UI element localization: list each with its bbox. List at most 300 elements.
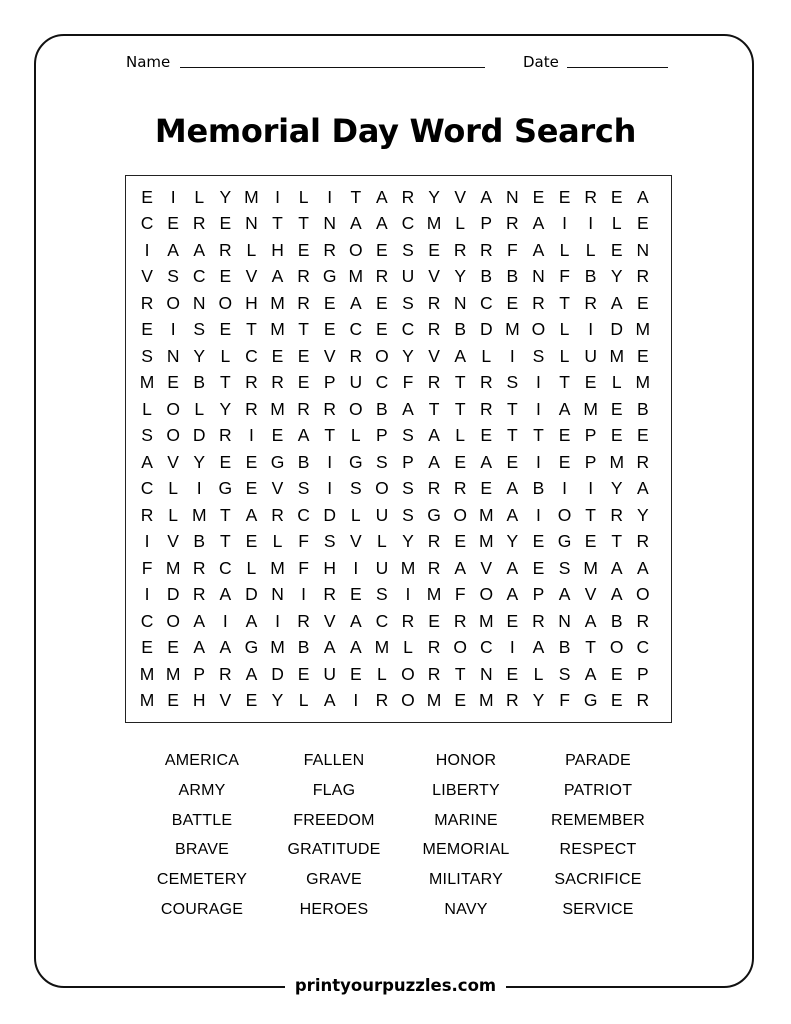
grid-cell[interactable]: E: [454, 531, 467, 552]
grid-cell[interactable]: A: [349, 610, 362, 631]
grid-cell[interactable]: C: [636, 637, 650, 658]
grid-cell[interactable]: Y: [428, 186, 440, 207]
grid-cell[interactable]: A: [636, 186, 649, 207]
grid-cell[interactable]: Y: [193, 345, 206, 366]
grid-cell[interactable]: T: [559, 292, 570, 313]
grid-cell[interactable]: A: [323, 637, 336, 658]
grid-cell[interactable]: O: [166, 292, 180, 313]
grid-cell[interactable]: A: [532, 239, 545, 260]
grid-cell[interactable]: T: [454, 372, 466, 393]
grid-cell[interactable]: B: [193, 531, 206, 552]
grid-cell[interactable]: R: [219, 239, 232, 260]
grid-cell[interactable]: A: [376, 186, 388, 207]
grid-cell[interactable]: P: [636, 663, 649, 684]
grid-cell[interactable]: A: [349, 292, 362, 313]
grid-cell[interactable]: S: [402, 478, 414, 499]
grid-cell[interactable]: O: [636, 584, 650, 605]
grid-cell[interactable]: A: [454, 557, 467, 578]
grid-cell[interactable]: R: [245, 372, 258, 393]
grid-cell[interactable]: C: [479, 292, 493, 313]
grid-cell[interactable]: S: [141, 425, 153, 446]
grid-cell[interactable]: L: [142, 398, 152, 419]
grid-cell[interactable]: O: [609, 637, 624, 658]
grid-cell[interactable]: N: [192, 292, 206, 313]
grid-cell[interactable]: B: [297, 637, 310, 658]
grid-cell[interactable]: R: [140, 504, 154, 525]
grid-cell[interactable]: I: [588, 213, 594, 234]
grid-cell[interactable]: C: [245, 345, 258, 366]
grid-cell[interactable]: R: [479, 239, 493, 260]
grid-cell[interactable]: M: [426, 213, 442, 234]
grid-cell[interactable]: G: [557, 531, 572, 552]
grid-cell[interactable]: D: [610, 319, 624, 340]
grid-cell[interactable]: I: [509, 345, 515, 366]
grid-cell[interactable]: F: [559, 266, 570, 287]
grid-cell[interactable]: E: [349, 663, 362, 684]
grid-cell[interactable]: V: [349, 531, 362, 552]
footer-site[interactable]: printyourpuzzles.com: [285, 976, 506, 995]
grid-cell[interactable]: E: [454, 451, 467, 472]
grid-cell[interactable]: E: [323, 319, 336, 340]
grid-cell[interactable]: B: [506, 266, 519, 287]
grid-cell[interactable]: A: [245, 610, 258, 631]
date-field[interactable]: [567, 67, 668, 68]
grid-cell[interactable]: R: [532, 610, 545, 631]
grid-cell[interactable]: I: [353, 557, 359, 578]
grid-cell[interactable]: S: [558, 557, 571, 578]
grid-cell[interactable]: I: [562, 213, 567, 234]
grid-cell[interactable]: M: [165, 663, 181, 684]
grid-cell[interactable]: A: [610, 584, 623, 605]
grid-cell[interactable]: M: [139, 663, 155, 684]
grid-cell[interactable]: T: [454, 663, 466, 684]
grid-cell[interactable]: M: [348, 266, 364, 287]
grid-cell[interactable]: T: [298, 319, 309, 340]
grid-cell[interactable]: L: [559, 319, 570, 340]
grid-cell[interactable]: E: [349, 584, 362, 605]
grid-cell[interactable]: Y: [610, 266, 623, 287]
grid-cell[interactable]: I: [144, 239, 150, 260]
grid-cell[interactable]: E: [532, 531, 545, 552]
grid-cell[interactable]: L: [559, 239, 570, 260]
grid-cell[interactable]: I: [562, 478, 567, 499]
grid-cell[interactable]: I: [196, 478, 202, 499]
grid-cell[interactable]: E: [636, 213, 649, 234]
grid-cell[interactable]: R: [453, 610, 467, 631]
grid-cell[interactable]: E: [480, 478, 493, 499]
grid-cell[interactable]: C: [140, 478, 154, 499]
grid-cell[interactable]: E: [610, 398, 623, 419]
grid-cell[interactable]: B: [376, 398, 388, 419]
grid-cell[interactable]: S: [402, 425, 414, 446]
grid-cell[interactable]: E: [636, 345, 649, 366]
grid-cell[interactable]: M: [609, 345, 625, 366]
grid-cell[interactable]: U: [584, 345, 597, 366]
grid-cell[interactable]: E: [167, 637, 179, 658]
grid-cell[interactable]: D: [271, 663, 284, 684]
grid-cell[interactable]: S: [376, 451, 388, 472]
grid-cell[interactable]: Y: [454, 266, 467, 287]
grid-cell[interactable]: O: [479, 584, 494, 605]
grid-cell[interactable]: N: [506, 186, 519, 207]
grid-cell[interactable]: D: [192, 425, 206, 446]
grid-cell[interactable]: R: [636, 610, 650, 631]
grid-cell[interactable]: Y: [271, 690, 284, 711]
grid-cell[interactable]: Y: [193, 451, 206, 472]
grid-cell[interactable]: B: [454, 319, 467, 340]
grid-cell[interactable]: P: [193, 663, 206, 684]
grid-cell[interactable]: A: [480, 186, 493, 207]
grid-cell[interactable]: T: [324, 425, 336, 446]
grid-cell[interactable]: O: [453, 504, 467, 525]
grid-cell[interactable]: P: [480, 213, 493, 234]
grid-cell[interactable]: M: [400, 557, 416, 578]
grid-cell[interactable]: D: [479, 319, 493, 340]
grid-cell[interactable]: L: [168, 478, 178, 499]
grid-cell[interactable]: S: [402, 504, 414, 525]
grid-cell[interactable]: A: [636, 557, 649, 578]
grid-cell[interactable]: C: [349, 319, 363, 340]
grid-cell[interactable]: F: [507, 239, 518, 260]
grid-cell[interactable]: R: [427, 478, 441, 499]
grid-cell[interactable]: E: [610, 425, 623, 446]
grid-cell[interactable]: R: [427, 637, 441, 658]
grid-cell[interactable]: C: [192, 266, 206, 287]
grid-cell[interactable]: Y: [402, 531, 414, 552]
grid-cell[interactable]: A: [532, 213, 545, 234]
grid-cell[interactable]: E: [610, 690, 623, 711]
grid-cell[interactable]: R: [297, 266, 310, 287]
grid-cell[interactable]: M: [505, 319, 520, 340]
grid-cell[interactable]: R: [479, 372, 493, 393]
grid-cell[interactable]: R: [323, 584, 337, 605]
grid-cell[interactable]: E: [245, 451, 258, 472]
grid-cell[interactable]: Y: [219, 186, 232, 207]
grid-cell[interactable]: H: [323, 557, 337, 578]
grid-cell[interactable]: O: [557, 504, 572, 525]
grid-cell[interactable]: P: [532, 584, 545, 605]
grid-cell[interactable]: E: [141, 637, 153, 658]
grid-cell[interactable]: R: [192, 213, 206, 234]
grid-cell[interactable]: I: [170, 186, 176, 207]
grid-cell[interactable]: V: [584, 584, 597, 605]
grid-cell[interactable]: M: [426, 584, 442, 605]
grid-cell[interactable]: C: [140, 610, 154, 631]
grid-cell[interactable]: L: [246, 557, 257, 578]
grid-cell[interactable]: N: [479, 663, 493, 684]
grid-cell[interactable]: G: [270, 451, 285, 472]
grid-cell[interactable]: I: [536, 398, 541, 419]
grid-cell[interactable]: A: [558, 398, 571, 419]
grid-cell[interactable]: T: [533, 425, 544, 446]
grid-cell[interactable]: I: [170, 319, 176, 340]
grid-cell[interactable]: L: [246, 239, 257, 260]
grid-cell[interactable]: H: [192, 690, 206, 711]
grid-cell[interactable]: F: [298, 531, 309, 552]
grid-cell[interactable]: C: [219, 557, 232, 578]
grid-cell[interactable]: I: [144, 584, 150, 605]
grid-cell[interactable]: P: [584, 425, 597, 446]
grid-cell[interactable]: F: [402, 372, 414, 393]
grid-cell[interactable]: R: [610, 504, 624, 525]
grid-cell[interactable]: E: [245, 478, 258, 499]
grid-cell[interactable]: S: [193, 319, 206, 340]
grid-cell[interactable]: Y: [506, 531, 519, 552]
grid-cell[interactable]: G: [244, 637, 259, 658]
grid-cell[interactable]: E: [376, 239, 388, 260]
grid-cell[interactable]: A: [297, 425, 310, 446]
grid-cell[interactable]: E: [610, 239, 623, 260]
grid-cell[interactable]: S: [376, 584, 388, 605]
grid-cell[interactable]: S: [297, 478, 310, 499]
grid-cell[interactable]: R: [636, 531, 650, 552]
grid-cell[interactable]: R: [584, 292, 597, 313]
grid-cell[interactable]: Y: [610, 478, 623, 499]
grid-cell[interactable]: M: [478, 504, 494, 525]
grid-cell[interactable]: T: [428, 398, 440, 419]
grid-cell[interactable]: A: [428, 425, 440, 446]
grid-cell[interactable]: C: [479, 637, 493, 658]
grid-cell[interactable]: M: [139, 372, 155, 393]
grid-cell[interactable]: N: [532, 266, 545, 287]
grid-cell[interactable]: E: [297, 239, 310, 260]
grid-cell[interactable]: T: [272, 213, 283, 234]
grid-cell[interactable]: O: [166, 610, 180, 631]
grid-cell[interactable]: M: [635, 319, 651, 340]
grid-cell[interactable]: B: [610, 610, 623, 631]
grid-cell[interactable]: N: [166, 345, 180, 366]
grid-cell[interactable]: R: [479, 398, 493, 419]
grid-cell[interactable]: O: [453, 637, 467, 658]
grid-cell[interactable]: C: [297, 504, 310, 525]
grid-cell[interactable]: T: [611, 531, 623, 552]
grid-cell[interactable]: S: [323, 531, 336, 552]
grid-cell[interactable]: F: [559, 690, 570, 711]
grid-cell[interactable]: L: [350, 504, 361, 525]
grid-cell[interactable]: S: [506, 372, 519, 393]
grid-cell[interactable]: I: [509, 637, 515, 658]
grid-cell[interactable]: A: [193, 637, 206, 658]
grid-cell[interactable]: A: [193, 239, 206, 260]
grid-cell[interactable]: G: [322, 266, 337, 287]
grid-cell[interactable]: M: [244, 186, 259, 207]
grid-cell[interactable]: O: [375, 478, 389, 499]
grid-cell[interactable]: A: [532, 637, 545, 658]
grid-cell[interactable]: T: [585, 504, 596, 525]
grid-cell[interactable]: T: [350, 186, 362, 207]
grid-cell[interactable]: A: [219, 637, 232, 658]
grid-cell[interactable]: L: [533, 663, 544, 684]
grid-cell[interactable]: R: [453, 239, 467, 260]
grid-cell[interactable]: A: [506, 584, 519, 605]
grid-cell[interactable]: F: [141, 557, 153, 578]
grid-cell[interactable]: T: [219, 372, 231, 393]
grid-cell[interactable]: E: [636, 292, 649, 313]
grid-cell[interactable]: N: [453, 292, 467, 313]
grid-cell[interactable]: E: [167, 690, 179, 711]
grid-cell[interactable]: R: [427, 663, 441, 684]
grid-cell[interactable]: I: [536, 372, 541, 393]
grid-cell[interactable]: A: [428, 451, 440, 472]
grid-cell[interactable]: I: [301, 584, 307, 605]
grid-cell[interactable]: L: [298, 690, 309, 711]
grid-cell[interactable]: L: [455, 425, 466, 446]
grid-cell[interactable]: I: [222, 610, 228, 631]
grid-cell[interactable]: V: [219, 690, 232, 711]
grid-cell[interactable]: T: [246, 319, 257, 340]
grid-cell[interactable]: R: [427, 557, 441, 578]
grid-cell[interactable]: T: [507, 398, 518, 419]
grid-cell[interactable]: S: [349, 478, 362, 499]
grid-cell[interactable]: A: [480, 451, 493, 472]
grid-cell[interactable]: I: [405, 584, 411, 605]
grid-cell[interactable]: M: [374, 637, 390, 658]
grid-cell[interactable]: I: [536, 504, 541, 525]
grid-cell[interactable]: L: [455, 213, 466, 234]
grid-cell[interactable]: R: [375, 266, 389, 287]
grid-cell[interactable]: B: [532, 478, 545, 499]
grid-cell[interactable]: E: [480, 425, 493, 446]
grid-cell[interactable]: O: [348, 239, 363, 260]
grid-cell[interactable]: M: [139, 690, 155, 711]
grid-cell[interactable]: E: [219, 213, 232, 234]
grid-cell[interactable]: G: [348, 451, 363, 472]
grid-cell[interactable]: M: [478, 690, 494, 711]
grid-cell[interactable]: P: [402, 451, 414, 472]
grid-cell[interactable]: R: [506, 690, 519, 711]
grid-cell[interactable]: A: [271, 266, 284, 287]
grid-cell[interactable]: I: [248, 425, 254, 446]
grid-cell[interactable]: V: [167, 531, 179, 552]
grid-cell[interactable]: S: [141, 345, 153, 366]
grid-cell[interactable]: E: [271, 425, 284, 446]
grid-cell[interactable]: H: [245, 292, 258, 313]
grid-cell[interactable]: I: [588, 478, 594, 499]
grid-cell[interactable]: R: [427, 319, 441, 340]
grid-cell[interactable]: A: [376, 213, 388, 234]
grid-cell[interactable]: T: [219, 504, 231, 525]
grid-cell[interactable]: A: [506, 478, 519, 499]
grid-cell[interactable]: E: [506, 610, 519, 631]
grid-cell[interactable]: V: [323, 610, 336, 631]
grid-cell[interactable]: A: [245, 504, 258, 525]
grid-cell[interactable]: M: [270, 637, 285, 658]
grid-cell[interactable]: N: [636, 239, 650, 260]
grid-cell[interactable]: D: [166, 584, 180, 605]
grid-cell[interactable]: E: [610, 663, 623, 684]
grid-cell[interactable]: R: [636, 690, 650, 711]
grid-cell[interactable]: E: [584, 531, 597, 552]
grid-cell[interactable]: U: [349, 372, 363, 393]
grid-cell[interactable]: O: [531, 319, 546, 340]
grid-cell[interactable]: U: [323, 663, 337, 684]
grid-cell[interactable]: R: [532, 292, 545, 313]
grid-cell[interactable]: L: [194, 398, 205, 419]
grid-cell[interactable]: I: [327, 186, 333, 207]
grid-cell[interactable]: E: [532, 186, 545, 207]
grid-cell[interactable]: B: [558, 637, 571, 658]
grid-cell[interactable]: C: [140, 213, 154, 234]
grid-cell[interactable]: M: [191, 504, 207, 525]
grid-cell[interactable]: E: [584, 372, 597, 393]
grid-cell[interactable]: F: [454, 584, 466, 605]
grid-cell[interactable]: L: [403, 637, 413, 658]
grid-cell[interactable]: E: [219, 266, 232, 287]
grid-cell[interactable]: O: [348, 398, 363, 419]
grid-cell[interactable]: L: [377, 663, 387, 684]
grid-cell[interactable]: R: [375, 690, 389, 711]
grid-cell[interactable]: I: [275, 610, 280, 631]
grid-cell[interactable]: E: [219, 319, 232, 340]
grid-cell[interactable]: A: [245, 663, 258, 684]
grid-cell[interactable]: R: [401, 610, 415, 631]
grid-cell[interactable]: P: [323, 372, 336, 393]
grid-cell[interactable]: E: [141, 319, 153, 340]
grid-cell[interactable]: R: [506, 213, 519, 234]
grid-cell[interactable]: F: [298, 557, 309, 578]
grid-cell[interactable]: S: [532, 345, 545, 366]
grid-cell[interactable]: A: [402, 398, 414, 419]
grid-cell[interactable]: C: [375, 372, 389, 393]
grid-cell[interactable]: R: [323, 398, 337, 419]
grid-cell[interactable]: L: [350, 425, 361, 446]
grid-cell[interactable]: U: [401, 266, 415, 287]
grid-cell[interactable]: A: [349, 213, 362, 234]
grid-cell[interactable]: N: [245, 213, 258, 234]
grid-cell[interactable]: E: [271, 345, 284, 366]
grid-cell[interactable]: B: [636, 398, 649, 419]
grid-cell[interactable]: Y: [636, 504, 649, 525]
grid-cell[interactable]: M: [478, 610, 494, 631]
grid-cell[interactable]: B: [193, 372, 206, 393]
grid-cell[interactable]: R: [427, 372, 441, 393]
grid-cell[interactable]: R: [140, 292, 154, 313]
grid-cell[interactable]: E: [506, 451, 519, 472]
grid-cell[interactable]: O: [401, 690, 415, 711]
grid-cell[interactable]: E: [297, 345, 310, 366]
grid-cell[interactable]: M: [270, 319, 285, 340]
grid-cell[interactable]: I: [327, 451, 333, 472]
grid-cell[interactable]: I: [588, 319, 594, 340]
grid-cell[interactable]: R: [219, 425, 232, 446]
grid-cell[interactable]: L: [220, 345, 231, 366]
grid-cell[interactable]: E: [558, 186, 571, 207]
grid-cell[interactable]: O: [375, 345, 389, 366]
grid-cell[interactable]: E: [558, 425, 571, 446]
grid-cell[interactable]: A: [323, 690, 336, 711]
grid-cell[interactable]: P: [584, 451, 597, 472]
grid-cell[interactable]: T: [454, 398, 466, 419]
grid-cell[interactable]: I: [275, 186, 280, 207]
grid-cell[interactable]: Y: [402, 345, 414, 366]
grid-cell[interactable]: M: [270, 398, 285, 419]
grid-cell[interactable]: A: [584, 663, 597, 684]
grid-cell[interactable]: V: [167, 451, 179, 472]
grid-cell[interactable]: L: [298, 186, 309, 207]
grid-cell[interactable]: A: [610, 557, 623, 578]
grid-cell[interactable]: I: [327, 478, 333, 499]
grid-cell[interactable]: L: [377, 531, 387, 552]
grid-cell[interactable]: A: [454, 345, 467, 366]
grid-cell[interactable]: T: [219, 531, 231, 552]
grid-cell[interactable]: L: [559, 345, 570, 366]
grid-cell[interactable]: T: [585, 637, 596, 658]
grid-cell[interactable]: R: [271, 504, 284, 525]
grid-cell[interactable]: A: [219, 584, 232, 605]
grid-cell[interactable]: E: [610, 186, 623, 207]
grid-cell[interactable]: S: [558, 663, 571, 684]
grid-cell[interactable]: A: [349, 637, 362, 658]
